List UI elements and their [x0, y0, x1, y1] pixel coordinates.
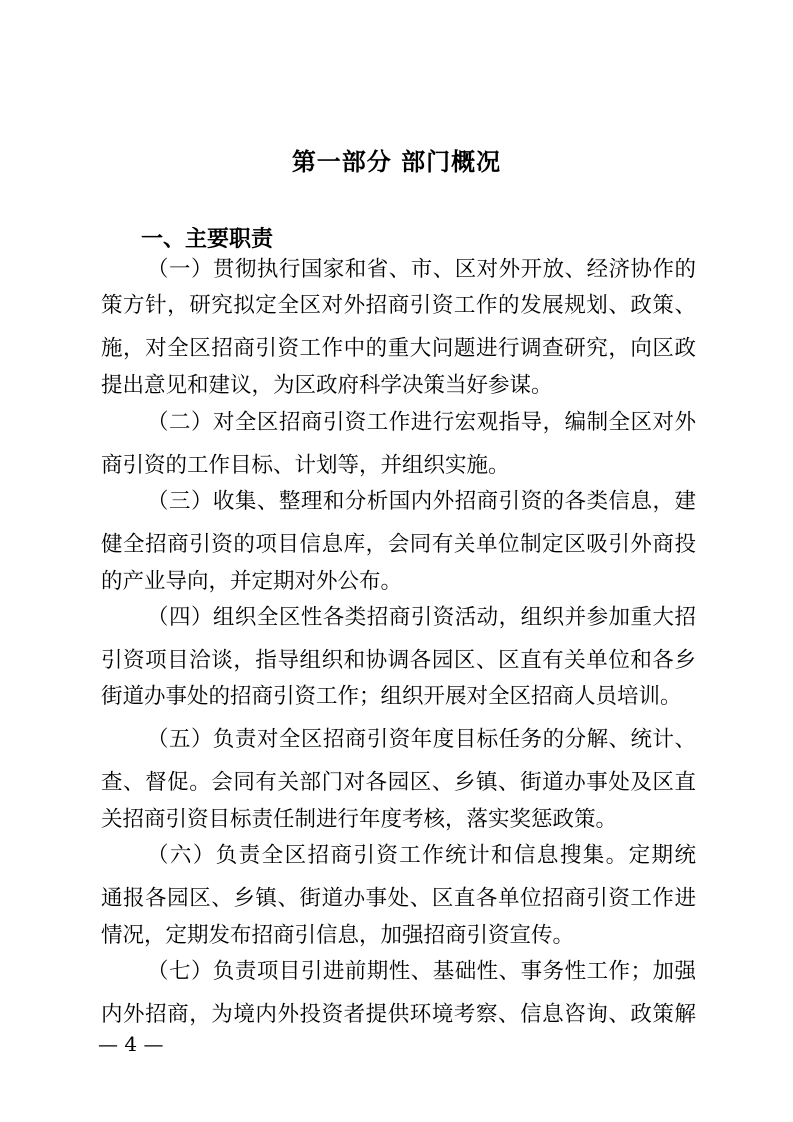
text-line: （一）贯彻执行国家和省、市、区对外开放、经济协作的: [147, 257, 696, 282]
text-line: 街道办事处的招商引资工作；组织开展对全区招商人员培训。: [101, 684, 682, 709]
text-line: 内外招商，为境内外投资者提供环境考察、信息咨询、政策解: [101, 1002, 696, 1027]
page-number: — 4 —: [98, 1032, 164, 1056]
text-line: （四）组织全区性各类招商引资活动，组织并参加重大招: [147, 605, 696, 630]
text-line: 健全招商引资的项目信息库，会同有关单位制定区吸引外商投: [101, 532, 696, 557]
section-heading: 一、主要职责: [141, 227, 274, 252]
text-line: （六）负责全区招商引资工作统计和信息搜集。定期统: [147, 843, 696, 868]
text-line: 通报各园区、乡镇、街道办事处、区直各单位招商引资工作进: [101, 886, 696, 911]
text-line: （七）负责项目引进前期性、基础性、事务性工作；加强: [147, 959, 696, 984]
text-line: （五）负责对全区招商引资年度目标任务的分解、统计、: [147, 727, 696, 752]
text-line: 策方针，研究拟定全区对外招商引资工作的发展规划、政策、: [101, 293, 696, 318]
text-line: 情况，定期发布招商引信息，加强招商引资宣传。: [101, 923, 575, 948]
text-line: 施，对全区招商引资工作中的重大问题进行调查研究，向区政: [101, 336, 696, 361]
text-line: （二）对全区招商引资工作进行宏观指导，编制全区对外: [147, 410, 696, 435]
text-line: （三）收集、整理和分析国内外招商引资的各类信息，建: [147, 489, 696, 514]
text-line: 关招商引资目标责任制进行年度考核，落实奖惩政策。: [101, 807, 618, 832]
page-title: 第一部分 部门概况: [291, 148, 502, 176]
text-line: 引资项目洽谈，指导组织和协调各园区、区直有关单位和各乡: [101, 648, 696, 673]
text-line: 的产业导向，并定期对外公布。: [101, 569, 403, 594]
text-line: 商引资的工作目标、计划等，并组织实施。: [101, 453, 510, 478]
text-line: 提出意见和建议，为区政府科学决策当好参谋。: [101, 373, 553, 398]
text-line: 查、督促。会同有关部门对各园区、乡镇、街道办事处及区直: [101, 770, 696, 795]
